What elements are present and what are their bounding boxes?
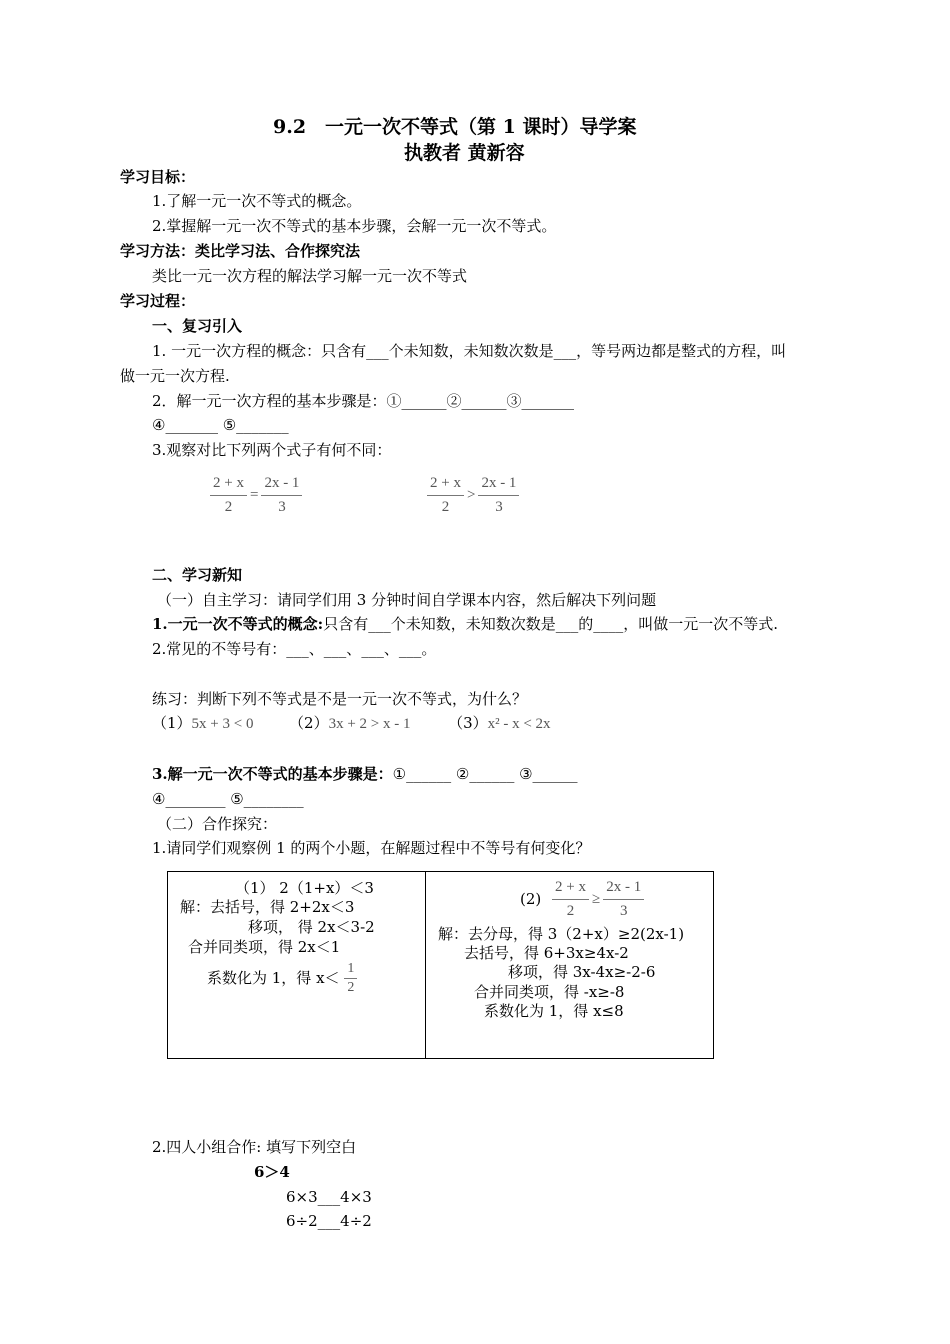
relation-sign: ≥ [592, 891, 601, 907]
numerator: 2 + x [210, 476, 247, 496]
practice-1-label: （1） [152, 714, 192, 732]
example-1-line-5 [207, 962, 357, 995]
example-2-label: (2) [520, 890, 542, 908]
denominator: 2 [347, 980, 355, 995]
group-base: 6＞4 [254, 1163, 290, 1181]
relation-sign: > [466, 487, 476, 503]
fraction-half [344, 962, 357, 995]
denominator: 3 [495, 499, 503, 515]
steps-line [152, 767, 578, 782]
numerator: 1 [344, 962, 357, 979]
concept-label: 1.一元一次不等式的概念: [152, 615, 324, 633]
new-heading: 二、学习新知 [152, 566, 243, 584]
example-2-line-6: 系数化为 1，得 x≤8 [484, 1002, 624, 1020]
practice-line: 练习：判断下列不等式是不是一元一次不等式，为什么？ [152, 690, 528, 708]
author-line: 执教者 黄新容 [404, 142, 525, 164]
example-2-line-4: 移项，得 3x-4x≥-2-6 [508, 963, 656, 981]
objective-1: 1.了解一元一次不等式的概念。 [152, 192, 362, 210]
example-1-line-3: 移项， 得 2x＜3-2 [248, 918, 375, 936]
method-heading: 学习方法：类比学习法、合作探究法 [120, 242, 361, 260]
coop-heading: （二）合作探究： [157, 815, 278, 833]
review-q1-line2: 做一元一次方程. [120, 367, 230, 385]
fraction [261, 476, 302, 515]
page-title: 9.2 一元一次不等式（第 1 课时）导学案 [273, 116, 637, 138]
fraction [427, 476, 464, 515]
example-1-line-2: 解：去括号，得 2+2x＜3 [180, 898, 355, 916]
relation-sign: = [249, 487, 259, 503]
self-study: （一）自主学习：请同学们用 3 分钟时间自学课本内容，然后解决下列问题 [157, 591, 657, 609]
denominator: 2 [441, 499, 450, 515]
steps-line-2: ④________ ⑤________ [152, 790, 304, 808]
equation-left [210, 476, 302, 515]
group-heading: 2.四人小组合作: 填写下列空白 [152, 1138, 357, 1156]
review-q3: 3.观察对比下列两个式子有何不同： [152, 441, 392, 459]
review-heading: 一、复习引入 [152, 317, 243, 335]
fraction [478, 476, 519, 515]
denominator: 3 [278, 499, 286, 515]
example-1-line-4: 合并同类项，得 2x＜1 [188, 938, 341, 956]
fraction [603, 880, 644, 919]
fraction [210, 476, 247, 515]
inequality-right [427, 476, 519, 515]
fraction [552, 880, 589, 919]
example-1-line-1: （1） 2（1+x）＜3 [235, 879, 374, 897]
steps-blanks: ①______ ②______ ③______ [392, 765, 578, 783]
example-2-line-2: 解：去分母，得 3（2+x）≥2(2x-1) [438, 925, 685, 943]
denominator: 2 [224, 499, 233, 515]
practice-3-label: （3） [448, 714, 488, 732]
group-row-2: 6÷2___4÷2 [286, 1212, 372, 1230]
review-q2-line1: 2．解一元一次方程的基本步骤是：①______②______③_______ [152, 392, 575, 410]
denominator: 2 [566, 903, 575, 919]
table-divider [425, 871, 426, 1058]
concept-text: 只含有___个未知数，未知数次数是___的____，叫做一元一次不等式. [323, 615, 778, 633]
example-1-line-5-text: 系数化为 1，得 x＜ [207, 969, 340, 987]
example-2-line-1 [520, 880, 644, 919]
numerator: 2x - 1 [478, 476, 519, 496]
objectives-heading: 学习目标： [120, 168, 196, 186]
steps-label: 3.解一元一次不等式的基本步骤是： [152, 765, 393, 783]
example-2-line-3: 去括号，得 6+3x≥4x-2 [464, 944, 629, 962]
practice-2-label: （2） [289, 714, 329, 732]
numerator: 2 + x [552, 880, 589, 900]
practice-2-expr: 3x + 2 > x - 1 [328, 716, 411, 732]
example-2-line-5: 合并同类项，得 -x≥-8 [474, 983, 625, 1001]
signs-line: 2.常见的不等号有：___、___、___、___。 [152, 640, 437, 658]
numerator: 2x - 1 [603, 880, 644, 900]
practice-1-expr: 5x + 3 < 0 [191, 716, 254, 732]
denominator: 3 [619, 903, 628, 919]
review-q2-line2: ④_______ ⑤_______ [152, 416, 289, 434]
coop-question-1: 1.请同学们观察例 1 的两个小题，在解题过程中不等号有何变化？ [152, 839, 591, 857]
practice-3-expr: x² - x < 2x [487, 716, 551, 732]
concept-line [152, 617, 778, 632]
numerator: 2 + x [427, 476, 464, 496]
group-row-1: 6×3___4×3 [286, 1188, 372, 1206]
practice-items [152, 716, 551, 732]
review-q1-line1: 1. 一元一次方程的概念：只含有___个未知数，未知数次数是___，等号两边都是整式的方程，叫 [152, 342, 787, 360]
numerator: 2x - 1 [261, 476, 302, 496]
process-heading: 学习过程： [120, 292, 196, 310]
method-text: 类比一元一次方程的解法学习解一元一次不等式 [152, 267, 468, 285]
objective-2: 2.掌握解一元一次不等式的基本步骤，会解一元一次不等式。 [152, 217, 557, 235]
